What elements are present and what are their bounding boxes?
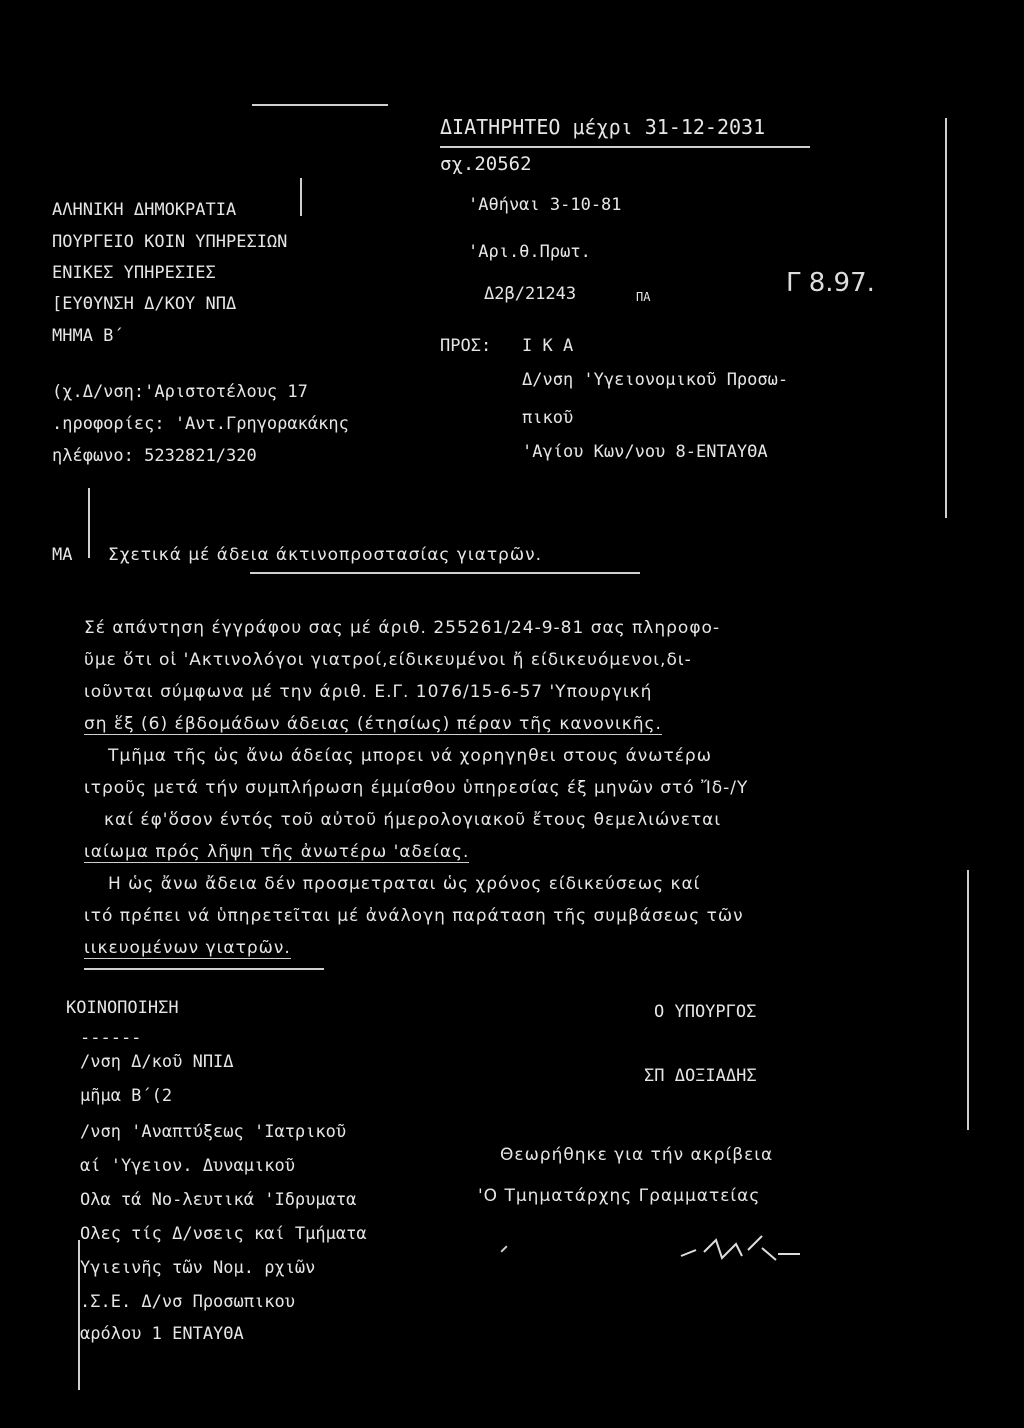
reference-number: σχ.20562 <box>440 153 532 175</box>
distribution-dashes: ------ <box>80 1028 142 1048</box>
body-line: καί έφ'ὅσον έντός τοῦ αὐτοῦ ήμερολογιακοῦ ἔτους θεμελιώνεται <box>104 810 722 830</box>
distribution-title: ΚΟΙΝΟΠΟΙΗΣΗ <box>66 998 179 1018</box>
handwritten-signature <box>676 1230 806 1270</box>
handwritten-number: Γ 8.97. <box>786 268 875 298</box>
phone-line: ηλέφωνο: 5232821/320 <box>52 446 257 466</box>
sender-line: ΑΛΗΝΙΚΗ ΔΗΜΟΚΡΑΤΙΑ <box>52 200 237 220</box>
sender-line: ΠΟΥΡΓΕΙΟ ΚΟΙΝ ΥΠΗΡΕΣΙΩΝ <box>52 232 288 252</box>
recipient-line: Δ/νση 'Υγειονομικοῦ Προσω- <box>522 370 789 390</box>
list-item: αί 'Υγειον. Δυναμικοῦ <box>80 1156 295 1176</box>
document-date: 'Αθήναι 3-10-81 <box>468 195 622 215</box>
list-item: αρόλου 1 ΕΝΤΑΥΘΑ <box>80 1324 244 1344</box>
subject-bar <box>88 488 90 558</box>
list-item: /νση 'Αναπτύξεως 'Ιατρικοῦ <box>80 1122 347 1142</box>
signature-name: ΣΠ ΔΟΞΙΑΔΗΣ <box>644 1066 757 1086</box>
initials: ΠΑ <box>636 290 651 304</box>
subject-text: Σχετικά μέ άδεια άκτινοπροστασίας γιατρῶν. <box>108 545 542 565</box>
right-border-bottom <box>967 870 969 1130</box>
body-line: Σέ απάντηση έγγράφου σας μέ άριθ. 255261/24-9-81 σας πληροφο- <box>84 618 721 638</box>
recipient-line: Ι Κ Α <box>522 336 574 356</box>
verification-note: Θεωρήθηκε για τήν ακρίβεια <box>500 1145 774 1165</box>
recipient-line: πικοῦ <box>522 408 574 428</box>
body-line: ῦμε ὅτι οἱ 'Ακτινολόγοι γιατροί,είδικευμένοι ἤ είδικευόμενοι,δι- <box>84 650 692 670</box>
retention-note: ΔΙΑΤΗΡΗΤΕΟ μέχρι 31-12-2031 <box>440 115 766 139</box>
body-line: Η ὡς ἄνω ἄδεια δέν προσμετραται ὡς χρόνος είδικεύσεως καί <box>108 874 701 894</box>
list-item: Ολες τίς Δ/νσεις καί Τμήματα <box>80 1224 367 1244</box>
body-line: ιοῦνται σύμφωνα μέ την άριθ. Ε.Γ. 1076/15-6-57 'Υπουργική <box>84 682 653 702</box>
list-item: .Σ.Ε. Δ/νσ Προσωπικου <box>80 1292 295 1312</box>
right-border-top <box>945 118 947 518</box>
body-line: ιικευομένων γιατρῶν. <box>84 938 291 958</box>
sender-line: ΜΗΜΑ Β΄ <box>52 326 124 346</box>
body-line: Τμῆμα τῆς ὡς ἄνω άδείας μπορει νά χορηγηθει στους άνωτέρω <box>108 746 712 766</box>
list-item: /νση Δ/κοῦ ΝΠΙΔ <box>80 1052 234 1072</box>
information-line: .ηροφορίες: 'Αντ.Γρηγορακάκης <box>52 414 349 434</box>
sender-line: [ΕΥΘΥΝΣΗ Δ/ΚΟΥ ΝΠΔ <box>52 294 237 314</box>
subject-underline <box>250 572 640 574</box>
subject-label: ΜΑ <box>52 545 73 565</box>
recipient-line: 'Αγίου Κων/νου 8-ΕΝΤΑΥΘΑ <box>522 442 768 462</box>
body-line: ιτό πρέπει νά ὑπηρετεῖται μέ ἀνάλογη παράταση τῆς συμβάσεως τῶν <box>84 906 744 926</box>
clerk-title: 'Ο Τμηματάρχης Γραμματείας <box>478 1186 761 1206</box>
body-line: ιτροῦς μετά τήν συμπλήρωση έμμίσθου ὑπηρεσίας έξ μηνῶν στό Ἴδ-/Υ <box>84 778 749 798</box>
top-rule <box>252 104 388 106</box>
body-line: ιαίωμα πρός λῆψη τῆς ἀνωτέρω 'αδείας. <box>84 842 470 862</box>
distribution-bar <box>78 1240 80 1390</box>
signature-title: Ο ΥΠΟΥΡΓΟΣ <box>654 1002 757 1022</box>
slash-mark <box>500 1245 507 1252</box>
list-item: μῆμα Β΄(2 <box>80 1086 173 1106</box>
protocol-number: Δ2β/21243 <box>484 284 577 304</box>
retention-rule <box>440 146 810 148</box>
list-item: Ολα τά Νο-λευτικά 'Ιδρυματα <box>80 1190 357 1210</box>
body-end-rule <box>84 968 324 970</box>
list-item: Υγιεινῆς τῶν Νομ. ρχιῶν <box>80 1258 316 1278</box>
sender-line: ΕΝΙΚΕΣ ΥΠΗΡΕΣΙΕΣ <box>52 263 216 283</box>
recipient-label: ΠΡΟΣ: <box>440 336 492 356</box>
protocol-label: 'Αρι.θ.Πρωτ. <box>468 242 591 262</box>
body-line: ση ἕξ (6) έβδομάδων άδειας (έτησίως) πέραν τῆς κανονικῆς. <box>84 714 662 734</box>
sender-bracket <box>300 178 302 216</box>
address-line: (χ.Δ/νση:'Αριστοτέλους 17 <box>52 382 308 402</box>
